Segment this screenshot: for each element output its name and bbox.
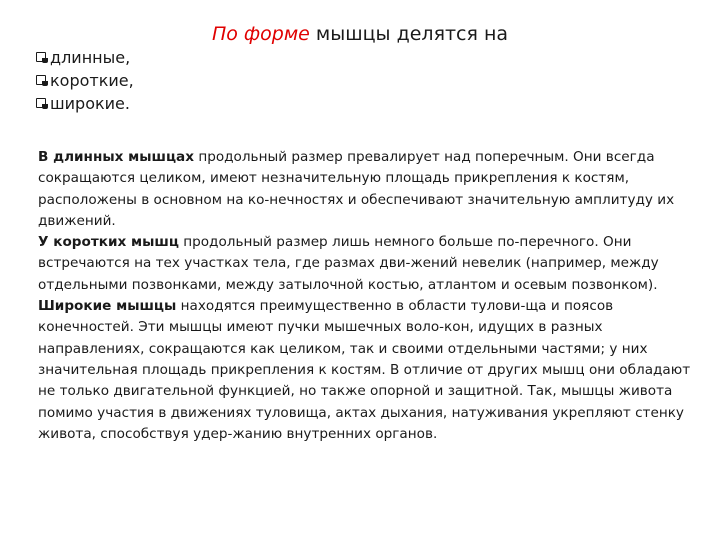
paragraph-text: продольный размер лишь немного больше по-перечного. Они встречаются на тех участках тела, где размах дви-жений невелик (например, между отдельными позвонками, между затылочной костью, атлантом и осевым позвонком). xyxy=(38,234,659,293)
bullet-label: длинные, xyxy=(50,48,131,67)
shape-bullet-list xyxy=(36,46,134,115)
paragraph-text: продольный размер превалирует над поперечным. Они всегда сокращаются целиком, имеют незначительную площадь прикрепления к костям, расположены в основном на ко-нечностях и обеспечивают значительную амплитуду их движений. xyxy=(38,149,675,229)
checkbox-bullet-icon xyxy=(36,97,49,110)
bullet-label: широкие. xyxy=(50,94,130,113)
paragraph-lead: У коротких мышц xyxy=(38,234,179,251)
body-text xyxy=(38,147,698,445)
paragraph-text: находятся преимущественно в области тулови-ща и поясов конечностей. Эти мышцы имеют пучки мышечных воло-кон, идущих в разных направлениях, сокращаются как целиком, так и своими отдельными частями; у них значительная площадь прикрепления к костям. В отличие от других мышц они обладают не только двигательной функцией, но также опорной и защитной. Так, мышцы живота помимо участия в движениях туловища, актах дыхания, натуживания укрепляют стенку живота, способствуя удер-жанию внутренних органов. xyxy=(38,298,691,442)
title-rest: мышцы делятся на xyxy=(309,23,509,45)
title-italic: По форме xyxy=(211,23,310,45)
paragraph-long-muscles xyxy=(38,147,698,232)
paragraph-wide-muscles xyxy=(38,296,698,445)
paragraph-lead: Широкие мышцы xyxy=(38,298,177,315)
paragraph-short-muscles xyxy=(38,232,698,296)
bullet-item-long xyxy=(36,46,134,69)
slide-title xyxy=(0,22,720,46)
checkbox-bullet-icon xyxy=(36,74,49,87)
checkbox-bullet-icon xyxy=(36,51,49,64)
bullet-item-short xyxy=(36,69,134,92)
bullet-label: короткие, xyxy=(50,71,134,90)
bullet-item-wide xyxy=(36,92,134,115)
paragraph-lead: В длинных мышцах xyxy=(38,149,194,165)
